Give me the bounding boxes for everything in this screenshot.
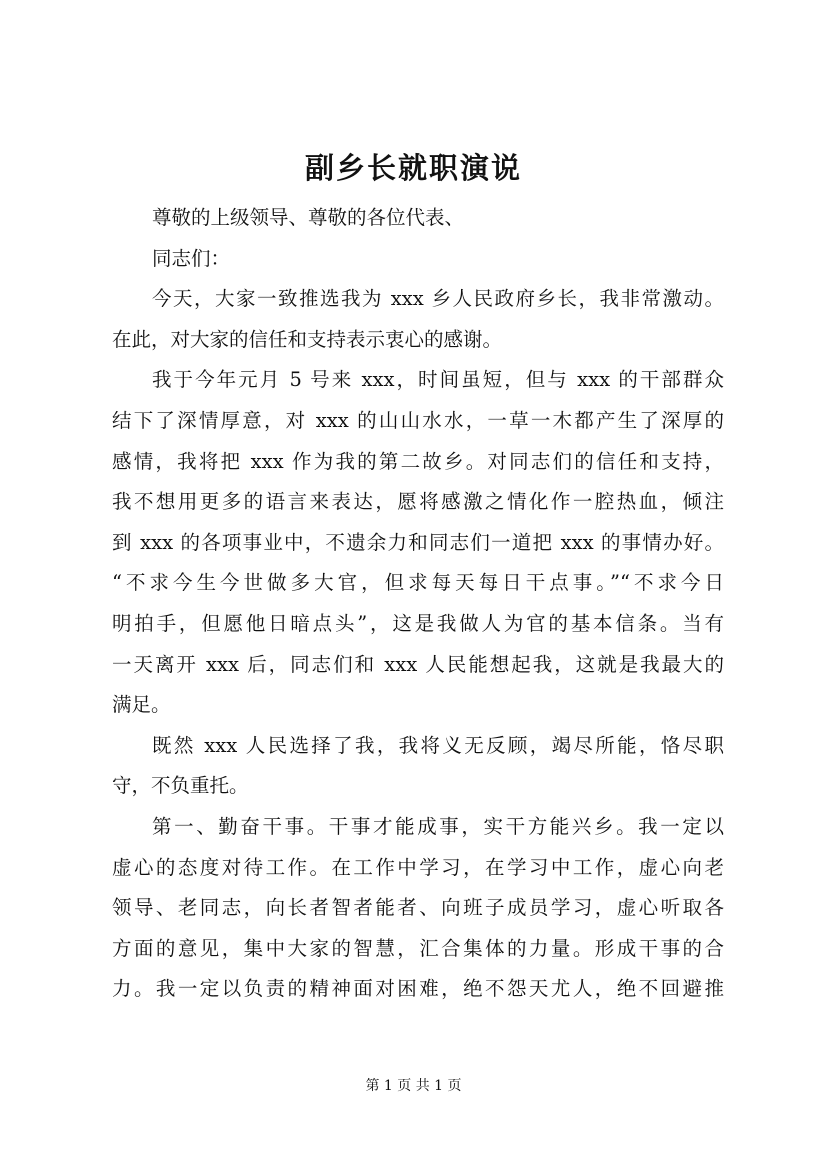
salutation-line: 同志们： <box>152 246 231 270</box>
paragraph-line: 我不想用更多的语言来表达，愿将感激之情化作一腔热血，倾注 <box>112 490 724 514</box>
paragraph-line: 今天，大家一致推选我为 xxx 乡人民政府乡长，我非常激动。 <box>152 287 724 311</box>
paragraph-line: 满足。 <box>112 693 171 717</box>
paragraph-line: “不求今生今世做多大官，但求每天每日干点事。”“不求今日 <box>112 571 724 595</box>
salutation-line: 尊敬的上级领导、尊敬的各位代表、 <box>152 206 465 229</box>
paragraph-line: 力。我一定以负责的精神面对困难，绝不怨天尤人，绝不回避推 <box>112 977 724 1001</box>
paragraph-line: 领导、老同志，向长者智者能者、向班子成员学习，虚心听取各 <box>112 896 724 920</box>
document-body <box>112 198 724 1010</box>
paragraph-line: 在此，对大家的信任和支持表示衷心的感谢。 <box>112 327 503 351</box>
paragraph-line: 一天离开 xxx 后，同志们和 xxx 人民能想起我，这就是我最大的 <box>112 652 724 676</box>
paragraph-line: 明拍手，但愿他日暗点头”，这是我做人为官的基本信条。当有 <box>112 611 724 635</box>
paragraph-line: 我于今年元月 5 号来 xxx，时间虽短，但与 xxx 的干部群众 <box>152 368 724 392</box>
page-footer: 第 1 页 共 1 页 <box>365 1078 462 1094</box>
document-title: 副乡长就职演说 <box>304 151 522 185</box>
paragraph-line: 既然 xxx 人民选择了我，我将义无反顾，竭尽所能，恪尽职 <box>152 733 724 757</box>
paragraph-line: 方面的意见，集中大家的智慧，汇合集体的力量。形成干事的合 <box>112 936 724 960</box>
paragraph-line: 第一、勤奋干事。干事才能成事，实干方能兴乡。我一定以 <box>152 814 724 838</box>
paragraph-line: 虚心的态度对待工作。在工作中学习，在学习中工作，虚心向老 <box>112 855 724 879</box>
paragraph-line: 守，不负重托。 <box>112 774 249 798</box>
paragraph-line: 感情，我将把 xxx 作为我的第二故乡。对同志们的信任和支持， <box>112 449 724 473</box>
paragraph-line: 到 xxx 的各项事业中，不遗余力和同志们一道把 xxx 的事情办好。 <box>112 530 724 554</box>
paragraph-line: 结下了深情厚意，对 xxx 的山山水水，一草一木都产生了深厚的 <box>112 408 724 432</box>
